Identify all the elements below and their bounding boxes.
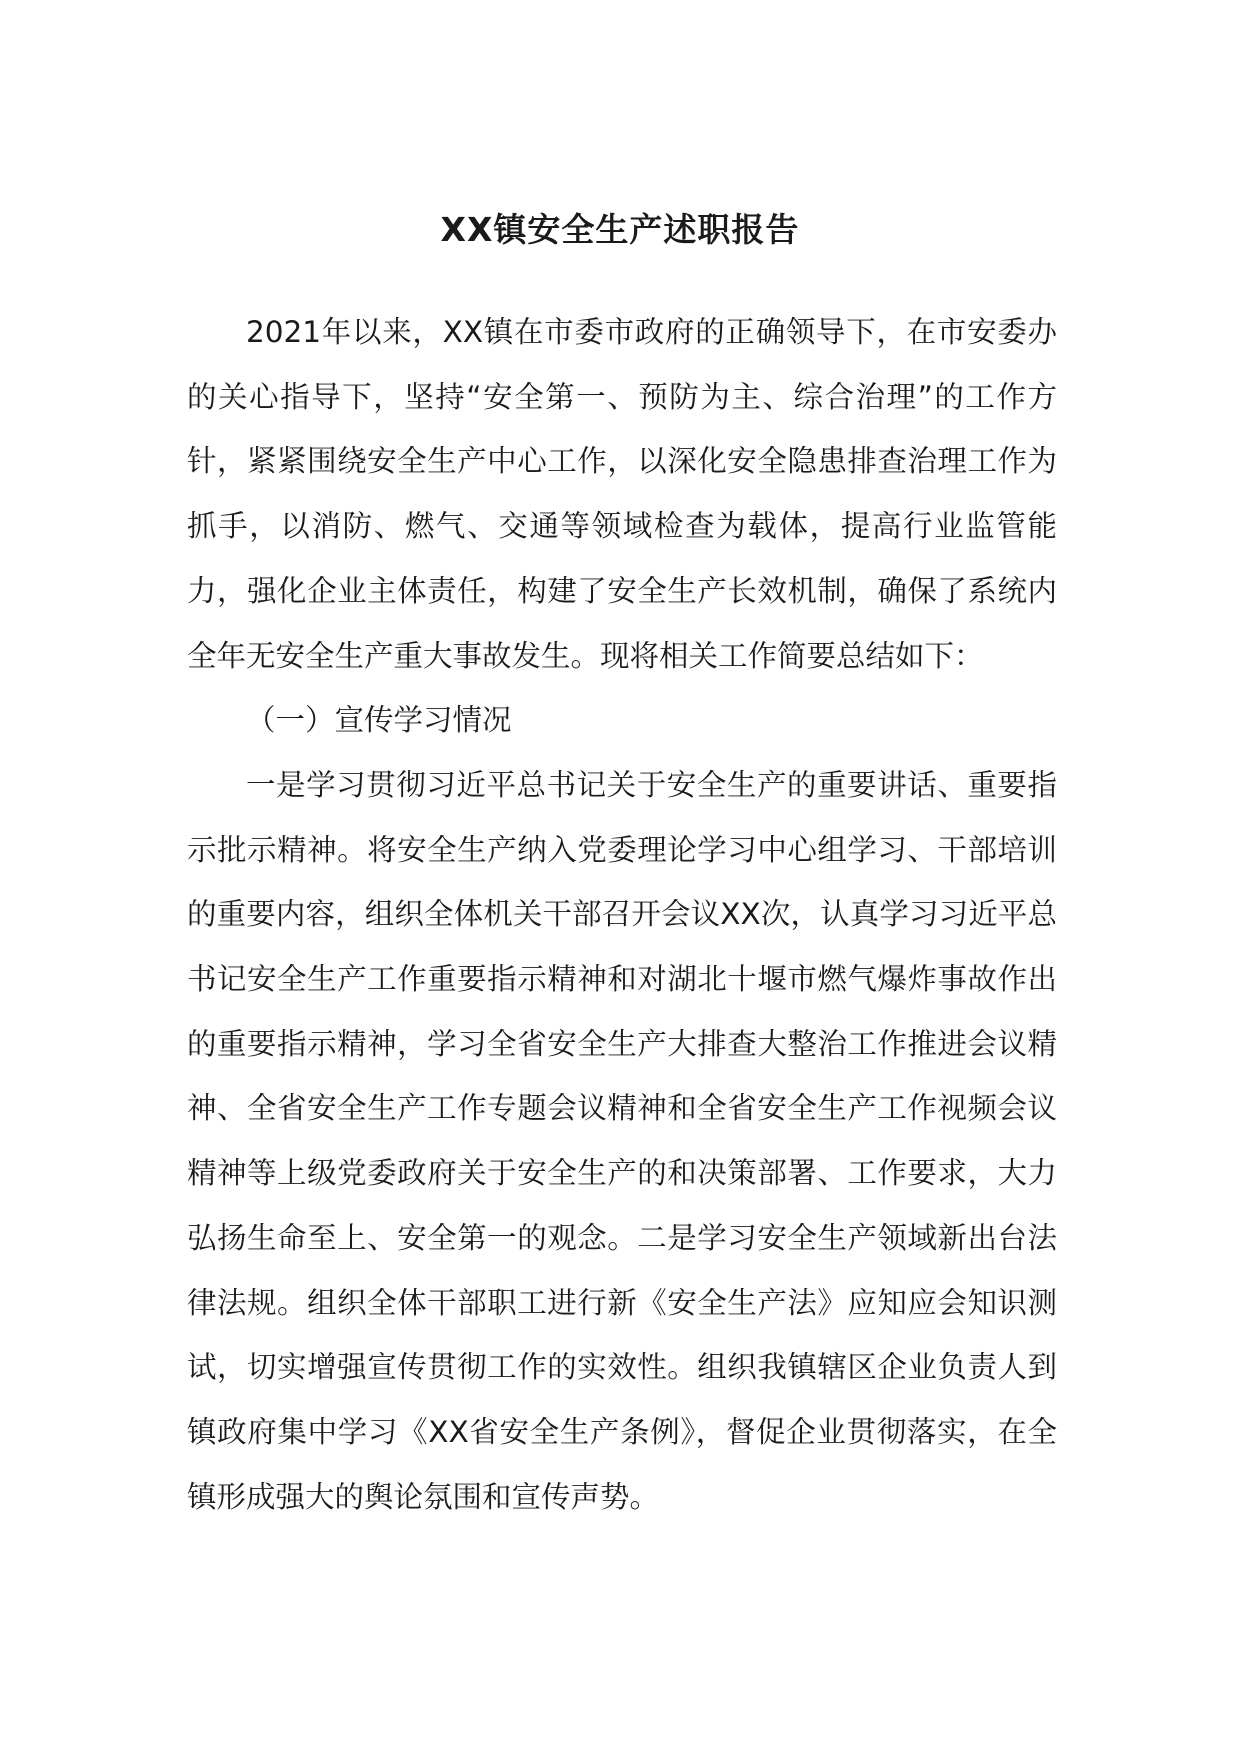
document-body bbox=[187, 300, 1057, 1529]
intro-paragraph: 2021年以来，XX镇在市委市政府的正确领导下，在市安委办的关心指导下，坚持“安全第一、预防为主、综合治理”的工作方针，紧紧围绕安全生产中心工作，以深化安全隐患排查治理工作为抓手，以消防、燃气、交通等领域检查为载体，提高行业监管能力，强化企业主体责任，构建了安全生产长效机制，确保了系统内全年无安全生产重大事故发生。现将相关工作简要总结如下： bbox=[187, 315, 1057, 673]
section-heading: （一）宣传学习情况 bbox=[246, 703, 512, 738]
document-title: XX镇安全生产述职报告 bbox=[440, 210, 800, 249]
section-paragraph: 一是学习贯彻习近平总书记关于安全生产的重要讲话、重要指示批示精神。将安全生产纳入党委理论学习中心组学习、干部培训的重要内容，组织全体机关干部召开会议XX次，认真学习习近平总书记安全生产工作重要指示精神和对湖北十堰市燃气爆炸事故作出的重要指示精神，学习全省安全生产大排查大整治工作推进会议精神、全省安全生产工作专题会议精神和全省安全生产工作视频会议精神等上级党委政府关于安全生产的和决策部署、工作要求，大力弘扬生命至上、安全第一的观念。二是学习安全生产领域新出台法律法规。组织全体干部职工进行新《安全生产法》应知应会知识测试，切实增强宣传贯彻工作的实效性。组织我镇辖区企业负责人到镇政府集中学习《XX省安全生产条例》，督促企业贯彻落实，在全镇形成强大的舆论氛围和宣传声势。 bbox=[187, 767, 1057, 1514]
